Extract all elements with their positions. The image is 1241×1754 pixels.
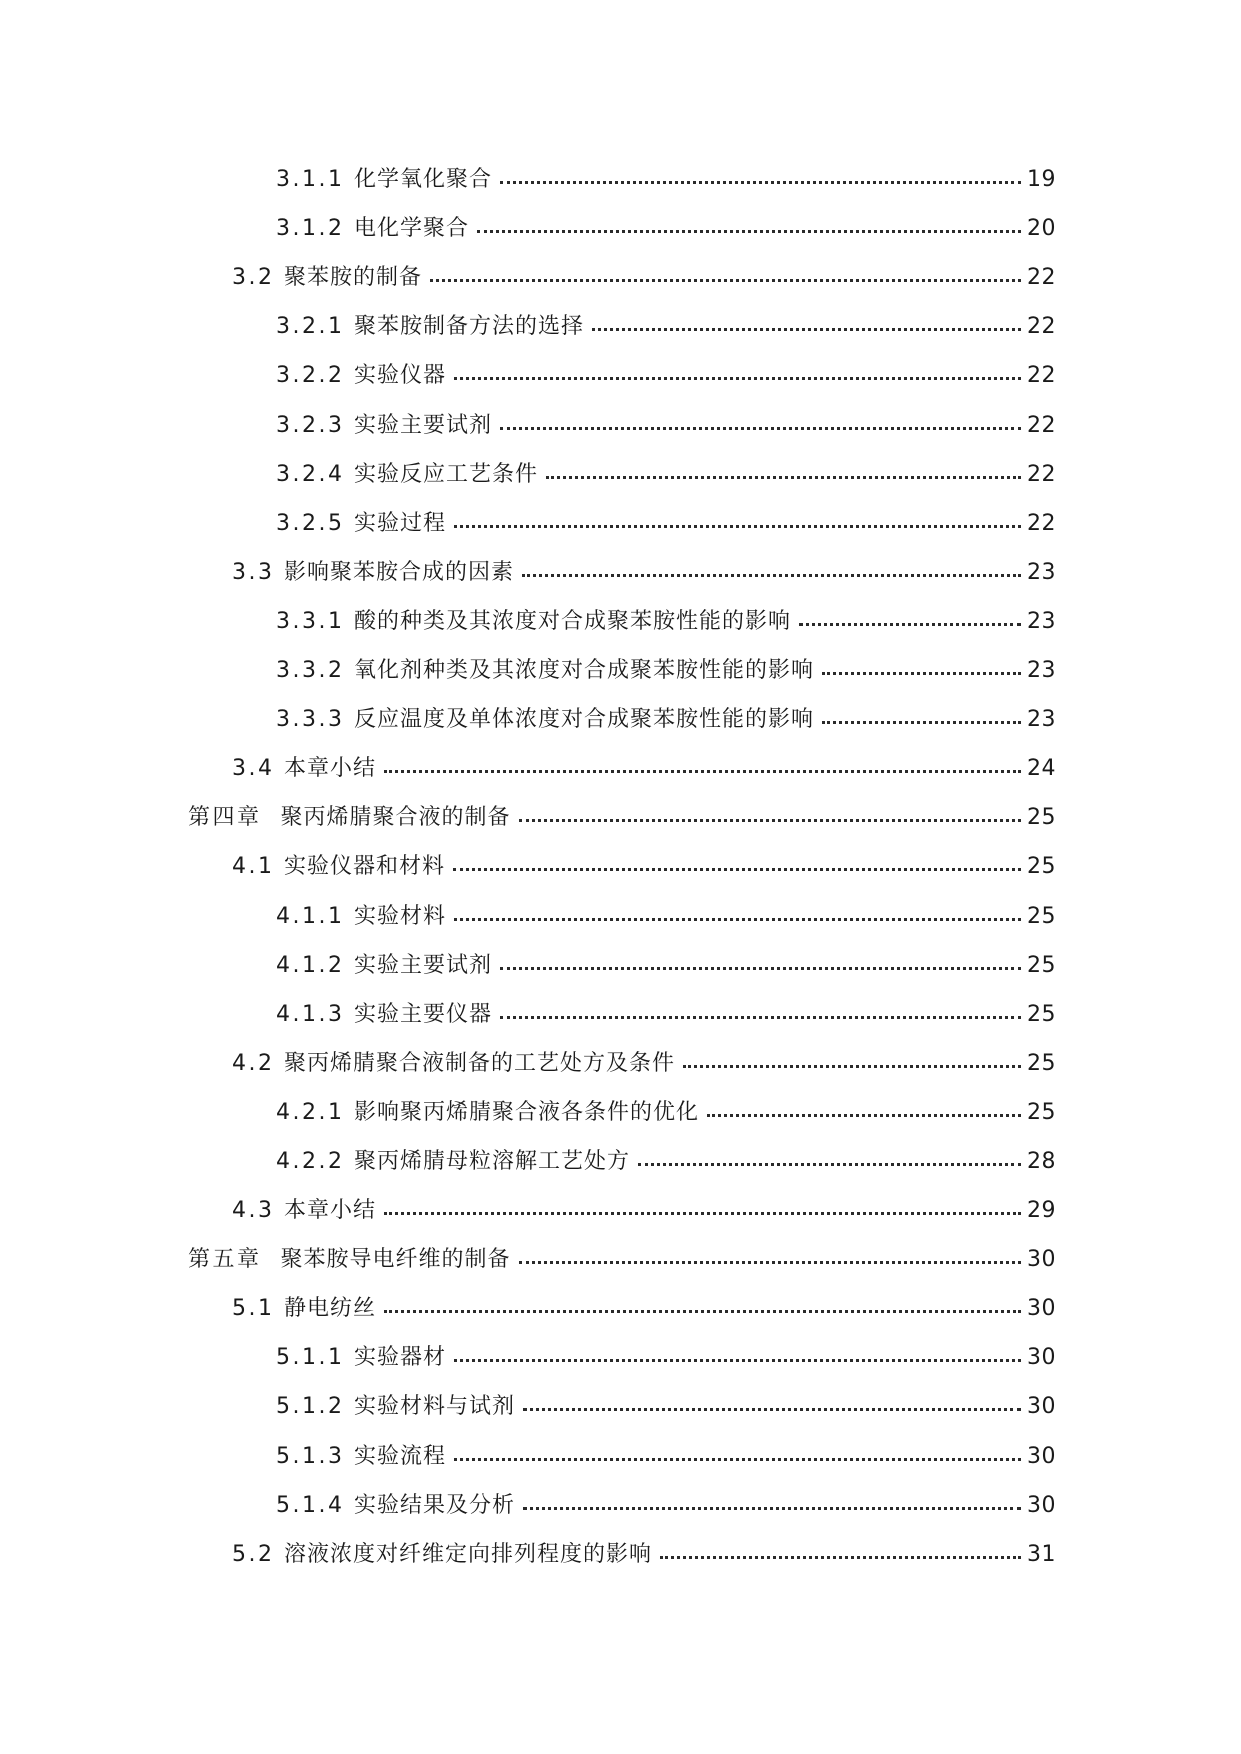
toc-entry-line	[0, 1493, 1241, 1527]
toc-entry-line	[0, 265, 1241, 299]
toc-entry-line	[0, 609, 1241, 643]
toc-section-number: 3.2.4	[276, 461, 354, 487]
toc-page-number: 28	[1027, 1148, 1056, 1174]
toc-dot-leader	[477, 229, 1021, 233]
toc-section-number: 3.3	[232, 559, 284, 585]
toc-entry-line	[0, 363, 1241, 397]
toc-section-title: 聚苯胺的制备	[283, 265, 422, 291]
toc-section-title: 实验结果及分析	[353, 1492, 515, 1518]
toc-dot-leader	[453, 867, 1021, 871]
toc-entry-line	[0, 1345, 1241, 1379]
toc-entry[interactable]	[0, 888, 1241, 937]
toc-dot-leader	[519, 818, 1021, 822]
toc-section-title: 电化学聚合	[353, 216, 469, 242]
toc-entry-line	[0, 216, 1241, 250]
toc-section-number: 第五章	[188, 1247, 281, 1273]
toc-entry[interactable]	[0, 545, 1241, 594]
toc-entry[interactable]	[0, 1134, 1241, 1183]
toc-entry-line	[0, 1002, 1241, 1036]
toc-section-title: 聚丙烯腈聚合液制备的工艺处方及条件	[283, 1050, 675, 1076]
toc-entry-line	[0, 1394, 1241, 1428]
toc-entry[interactable]	[0, 643, 1241, 692]
toc-entry-line	[0, 1198, 1241, 1232]
toc-entry-line	[0, 707, 1241, 741]
toc-section-number: 4.1.1	[276, 903, 354, 929]
toc-section-title: 实验材料	[353, 903, 446, 929]
toc-section-title: 聚苯胺制备方法的选择	[353, 314, 584, 340]
toc-entry[interactable]	[0, 1527, 1241, 1576]
toc-dot-leader	[430, 278, 1021, 282]
toc-page-number: 22	[1027, 363, 1056, 389]
toc-section-number: 3.2.3	[276, 412, 354, 438]
toc-entry-line	[0, 756, 1241, 790]
toc-section-number: 4.1.2	[276, 952, 354, 978]
toc-entry[interactable]	[0, 1330, 1241, 1379]
toc-section-number: 4.2.2	[276, 1148, 354, 1174]
toc-page-number: 25	[1027, 903, 1056, 929]
toc-dot-leader	[454, 917, 1021, 921]
toc-section-title: 实验主要试剂	[353, 412, 492, 438]
toc-entry-line	[0, 167, 1241, 201]
toc-section-title: 实验材料与试剂	[353, 1394, 515, 1420]
toc-section-title: 实验过程	[353, 510, 446, 536]
toc-dot-leader	[522, 573, 1021, 577]
toc-entry[interactable]	[0, 152, 1241, 201]
toc-dot-leader	[707, 1113, 1021, 1117]
toc-dot-leader	[546, 475, 1021, 479]
toc-entry[interactable]	[0, 447, 1241, 496]
toc-dot-leader	[683, 1064, 1021, 1068]
toc-dot-leader	[454, 524, 1021, 528]
toc-section-number: 3.2.1	[276, 314, 354, 340]
toc-entry-line	[0, 413, 1241, 447]
toc-section-number: 3.1.1	[276, 167, 354, 193]
toc-section-number: 5.1.1	[276, 1345, 354, 1371]
toc-page-number: 30	[1027, 1443, 1056, 1469]
toc-section-number: 5.1.2	[276, 1394, 354, 1420]
toc-section-title: 实验主要试剂	[353, 952, 492, 978]
toc-dot-leader	[384, 1211, 1021, 1215]
toc-page-number: 23	[1027, 559, 1056, 585]
toc-entry-line	[0, 658, 1241, 692]
toc-entry[interactable]	[0, 692, 1241, 741]
toc-dot-leader	[500, 426, 1021, 430]
toc-page-number: 23	[1027, 608, 1056, 634]
toc-section-number: 4.1	[232, 854, 284, 880]
toc-entry-line	[0, 1051, 1241, 1085]
toc-section-number: 4.1.3	[276, 1001, 354, 1027]
toc-section-number: 4.2	[232, 1050, 284, 1076]
toc-section-title: 本章小结	[283, 756, 376, 782]
toc-entry[interactable]	[0, 741, 1241, 790]
toc-section-title: 本章小结	[283, 1198, 376, 1224]
toc-page-number: 29	[1027, 1198, 1056, 1224]
toc-entry[interactable]	[0, 1232, 1241, 1281]
toc-entry[interactable]	[0, 299, 1241, 348]
toc-entry[interactable]	[0, 839, 1241, 888]
toc-entry[interactable]	[0, 1478, 1241, 1527]
toc-section-title: 聚苯胺导电纤维的制备	[280, 1247, 511, 1273]
toc-section-title: 实验反应工艺条件	[353, 461, 538, 487]
toc-entry-line	[0, 1149, 1241, 1183]
toc-page-number: 30	[1027, 1345, 1056, 1371]
toc-dot-leader	[638, 1162, 1021, 1166]
toc-dot-leader	[660, 1555, 1021, 1559]
toc-page-number: 22	[1027, 510, 1056, 536]
toc-entry[interactable]	[0, 1379, 1241, 1428]
toc-entry[interactable]	[0, 1428, 1241, 1477]
toc-page-number: 30	[1027, 1394, 1056, 1420]
toc-dot-leader	[799, 622, 1021, 626]
toc-page-number: 30	[1027, 1247, 1056, 1273]
toc-section-title: 氧化剂种类及其浓度对合成聚苯胺性能的影响	[353, 658, 814, 684]
toc-section-number: 5.1.3	[276, 1443, 354, 1469]
toc-section-number: 3.2	[232, 265, 284, 291]
toc-dot-leader	[500, 180, 1021, 184]
toc-section-title: 实验器材	[353, 1345, 446, 1371]
toc-entry[interactable]	[0, 594, 1241, 643]
toc-dot-leader	[822, 671, 1021, 675]
toc-page-number: 25	[1027, 854, 1056, 880]
toc-page-number: 22	[1027, 412, 1056, 438]
toc-dot-leader	[592, 327, 1021, 331]
toc-page-number: 23	[1027, 658, 1056, 684]
toc-entry[interactable]	[0, 250, 1241, 299]
toc-section-number: 3.4	[232, 756, 284, 782]
toc-dot-leader	[822, 720, 1021, 724]
toc-entry-line	[0, 462, 1241, 496]
toc-entry[interactable]	[0, 1281, 1241, 1330]
toc-page-number: 31	[1027, 1541, 1056, 1567]
toc-dot-leader	[500, 966, 1021, 970]
toc-entry[interactable]	[0, 790, 1241, 839]
toc-section-title: 实验仪器和材料	[283, 854, 445, 880]
toc-entry-line	[0, 1444, 1241, 1478]
toc-page-number: 25	[1027, 1050, 1056, 1076]
toc-section-number: 3.2.2	[276, 363, 354, 389]
toc-dot-leader	[384, 769, 1021, 773]
toc-section-title: 实验仪器	[353, 363, 446, 389]
toc-entry-line	[0, 1247, 1241, 1281]
toc-entry[interactable]	[0, 1085, 1241, 1134]
toc-section-number: 5.1	[232, 1296, 284, 1322]
toc-entry-line	[0, 854, 1241, 888]
toc-entry-line	[0, 805, 1241, 839]
toc-section-title: 影响聚丙烯腈聚合液各条件的优化	[353, 1099, 699, 1125]
toc-section-title: 实验主要仪器	[353, 1001, 492, 1027]
toc-entry[interactable]	[0, 987, 1241, 1036]
toc-page-number: 22	[1027, 265, 1056, 291]
toc-section-number: 3.3.3	[276, 707, 354, 733]
toc-dot-leader	[523, 1506, 1021, 1510]
toc-section-number: 4.3	[232, 1198, 284, 1224]
toc-entry-line	[0, 314, 1241, 348]
toc-section-title: 影响聚苯胺合成的因素	[283, 559, 514, 585]
toc-entry-line	[0, 1542, 1241, 1576]
toc-page-number: 20	[1027, 216, 1056, 242]
toc-section-title: 反应温度及单体浓度对合成聚苯胺性能的影响	[353, 707, 814, 733]
toc-section-number: 3.3.2	[276, 658, 354, 684]
toc-page-number: 23	[1027, 707, 1056, 733]
toc-entry[interactable]	[0, 496, 1241, 545]
toc-section-number: 3.2.5	[276, 510, 354, 536]
toc-entry-line	[0, 1100, 1241, 1134]
toc-page-number: 19	[1027, 167, 1056, 193]
toc-section-number: 第四章	[188, 805, 281, 831]
toc-entry[interactable]	[0, 397, 1241, 446]
toc-entry-line	[0, 953, 1241, 987]
toc-section-number: 5.2	[232, 1541, 284, 1567]
toc-entry[interactable]	[0, 348, 1241, 397]
toc-page-number: 25	[1027, 1001, 1056, 1027]
toc-dot-leader	[500, 1015, 1021, 1019]
toc-entry[interactable]	[0, 1183, 1241, 1232]
toc-page-number: 25	[1027, 1099, 1056, 1125]
toc-page-number: 24	[1027, 756, 1056, 782]
toc-section-title: 聚丙烯腈聚合液的制备	[280, 805, 511, 831]
toc-entry-line	[0, 1296, 1241, 1330]
toc-dot-leader	[454, 1358, 1021, 1362]
toc-section-title: 静电纺丝	[283, 1296, 376, 1322]
toc-entry-line	[0, 560, 1241, 594]
toc-dot-leader	[454, 1457, 1021, 1461]
toc-entry[interactable]	[0, 1036, 1241, 1085]
toc-section-number: 3.3.1	[276, 608, 354, 634]
toc-entry-line	[0, 511, 1241, 545]
toc-dot-leader	[519, 1260, 1021, 1264]
toc-entry[interactable]	[0, 201, 1241, 250]
toc-section-title: 化学氧化聚合	[353, 167, 492, 193]
toc-page-number: 30	[1027, 1492, 1056, 1518]
toc-dot-leader	[523, 1407, 1021, 1411]
toc-section-number: 5.1.4	[276, 1492, 354, 1518]
toc-page-number: 25	[1027, 805, 1056, 831]
toc-section-title: 酸的种类及其浓度对合成聚苯胺性能的影响	[353, 608, 791, 634]
toc-entry-line	[0, 904, 1241, 938]
toc-page-number: 25	[1027, 952, 1056, 978]
toc-section-title: 聚丙烯腈母粒溶解工艺处方	[353, 1148, 630, 1174]
table-of-contents	[0, 152, 1241, 1576]
toc-page-number: 22	[1027, 314, 1056, 340]
toc-section-title: 实验流程	[353, 1443, 446, 1469]
toc-dot-leader	[384, 1309, 1021, 1313]
toc-page-number: 22	[1027, 461, 1056, 487]
toc-dot-leader	[454, 376, 1021, 380]
toc-entry[interactable]	[0, 938, 1241, 987]
toc-section-number: 3.1.2	[276, 216, 354, 242]
toc-section-title: 溶液浓度对纤维定向排列程度的影响	[283, 1541, 652, 1567]
toc-section-number: 4.2.1	[276, 1099, 354, 1125]
toc-page-number: 30	[1027, 1296, 1056, 1322]
